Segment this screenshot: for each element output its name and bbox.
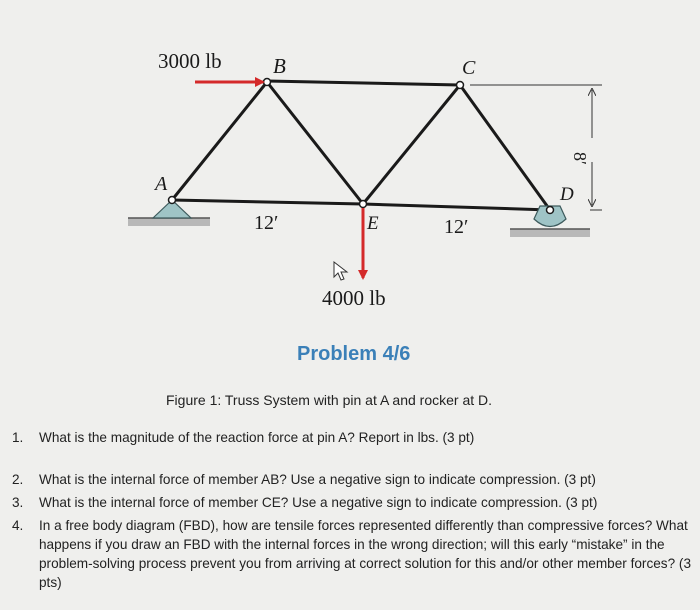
cursor-icon	[334, 262, 347, 280]
question-2	[12, 470, 692, 489]
joints	[169, 79, 554, 214]
question-number: 1.	[12, 430, 24, 445]
member-ae	[172, 200, 363, 204]
question-text: What is the magnitude of the reaction force at pin A? Report in lbs. (3 pt)	[39, 430, 475, 445]
member-ce	[363, 85, 460, 204]
member-ab	[172, 82, 267, 200]
label-a: A	[155, 173, 168, 195]
question-text: In a free body diagram (FBD), how are tensile forces represented differently than compressive forces? What happens if you draw an FBD with the internal forces in the wrong direction; will this early “mistake” in the problem-solving process prevent you from arriving at correct solution for this and/or other member forces? (3 pts)	[39, 518, 692, 590]
label-d: D	[560, 184, 574, 205]
member-bc	[267, 81, 460, 85]
truss-members	[172, 81, 550, 210]
joint-d	[547, 207, 554, 214]
problem-title: Problem 4/6	[297, 343, 411, 365]
member-cd	[460, 85, 550, 210]
span-label-left: 12′	[254, 212, 279, 234]
joint-b	[264, 79, 271, 86]
ground-right	[510, 229, 590, 237]
load-label-b: 3000 lb	[158, 49, 222, 73]
label-c: C	[462, 57, 476, 79]
question-1	[12, 428, 692, 447]
label-e: E	[367, 213, 379, 234]
load-label-e: 4000 lb	[322, 286, 386, 310]
member-be	[267, 82, 363, 204]
joint-e	[360, 201, 367, 208]
label-b: B	[273, 54, 286, 78]
figure-caption: Figure 1: Truss System with pin at A and rocker at D.	[166, 392, 493, 408]
member-ed	[363, 204, 550, 210]
ground-left	[128, 218, 210, 226]
question-text: What is the internal force of member CE? Use a negative sign to indicate compression. (3 pt)	[39, 495, 598, 510]
joint-c	[457, 82, 464, 89]
joint-a	[169, 197, 176, 204]
question-4	[12, 516, 692, 592]
height-label: 8′	[570, 152, 590, 165]
question-number: 4.	[12, 518, 24, 533]
question-number: 2.	[12, 472, 24, 487]
question-text: What is the internal force of member AB? Use a negative sign to indicate compression. (3 pt)	[39, 472, 596, 487]
question-3	[12, 493, 692, 512]
question-number: 3.	[12, 495, 24, 510]
span-label-right: 12′	[444, 216, 469, 238]
